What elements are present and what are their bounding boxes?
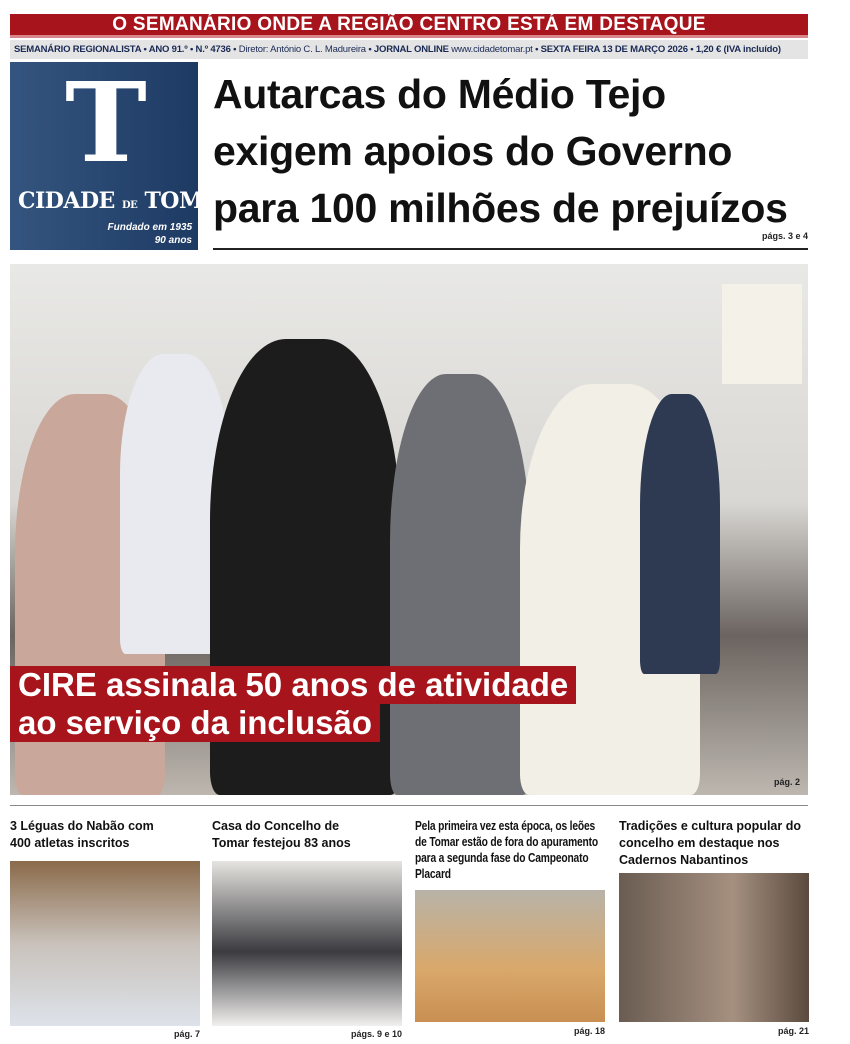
info-director: Diretor: António C. L. Madureira	[238, 44, 366, 55]
info-type: SEMANÁRIO REGIONALISTA	[14, 44, 142, 55]
logo-name	[18, 188, 237, 214]
photo-figure	[390, 374, 530, 795]
photo-figure	[640, 394, 720, 674]
masthead-banner: O SEMANÁRIO ONDE A REGIÃO CENTRO ESTÁ EM DESTAQUE	[10, 14, 808, 38]
story-title: Tradições e cultura popular do concelho em destaque nos Cadernos Nabantinos	[619, 819, 801, 867]
main-caption-line-1: CIRE assinala 50 anos de atividade	[10, 666, 576, 704]
divider	[213, 248, 808, 250]
info-online: JORNAL ONLINE	[373, 44, 449, 55]
headline-line: para 100 milhões de prejuízos	[213, 185, 788, 231]
headline-line: Autarcas do Médio Tejo	[213, 71, 666, 117]
story-pages: págs. 9 e 10	[350, 1029, 402, 1039]
story-pages: pág. 21	[777, 1026, 809, 1036]
info-year: ANO 91.º	[148, 44, 188, 55]
main-story-pages: pág. 2	[773, 777, 800, 787]
logo-years: 90 anos	[154, 235, 192, 246]
logo-founded: Fundado em 1935	[107, 222, 192, 233]
logo-name-de: DE	[121, 200, 138, 211]
story-photo	[10, 861, 200, 1026]
headline-line: exigem apoios do Governo	[213, 128, 733, 174]
story-title: Pela primeira vez esta época, os leões de Tomar estão de fora do apuramento para a segunda fase do Campeonato Placard	[415, 819, 599, 881]
logo-name-b: TOMAR	[144, 188, 238, 214]
story-card[interactable]	[10, 818, 200, 1039]
main-caption-line-2: ao serviço da inclusão	[10, 704, 380, 742]
divider	[10, 805, 808, 806]
story-title: 3 Léguas do Nabão com 400 atletas inscritos	[10, 819, 154, 850]
story-card[interactable]	[212, 818, 402, 1039]
main-headline[interactable]	[213, 66, 813, 237]
story-photo	[619, 873, 809, 1022]
story-photo	[415, 890, 605, 1022]
info-date: SEXTA FEIRA 13 DE MARÇO 2026	[540, 44, 688, 55]
newspaper-logo	[10, 58, 238, 250]
main-photo[interactable]	[10, 264, 808, 795]
logo-letter: T	[65, 58, 147, 187]
story-card[interactable]	[619, 818, 809, 1036]
story-pages: pág. 7	[173, 1029, 200, 1039]
story-photo	[212, 861, 402, 1026]
logo-name-a: CIDADE	[18, 188, 115, 214]
issue-info-bar: SEMANÁRIO REGIONALISTA • ANO 91.º • N.º 4736 • Diretor: António C. L. Madureira • JORNAL ONLINE www.cidadetomar.pt • SEXTA FEIRA 13 DE MARÇO 2026 • 1,20 € (IVA incluído)	[10, 40, 808, 59]
story-card[interactable]	[415, 818, 605, 1036]
info-price: 1,20 € (IVA incluído)	[695, 44, 781, 55]
story-title: Casa do Concelho de Tomar festejou 83 anos	[212, 819, 351, 850]
info-url[interactable]: www.cidadetomar.pt	[451, 44, 533, 55]
headline-pages: págs. 3 e 4	[761, 231, 808, 241]
info-number: N.º 4736	[195, 44, 231, 55]
photo-banner	[722, 284, 802, 384]
story-pages: pág. 18	[573, 1026, 605, 1036]
